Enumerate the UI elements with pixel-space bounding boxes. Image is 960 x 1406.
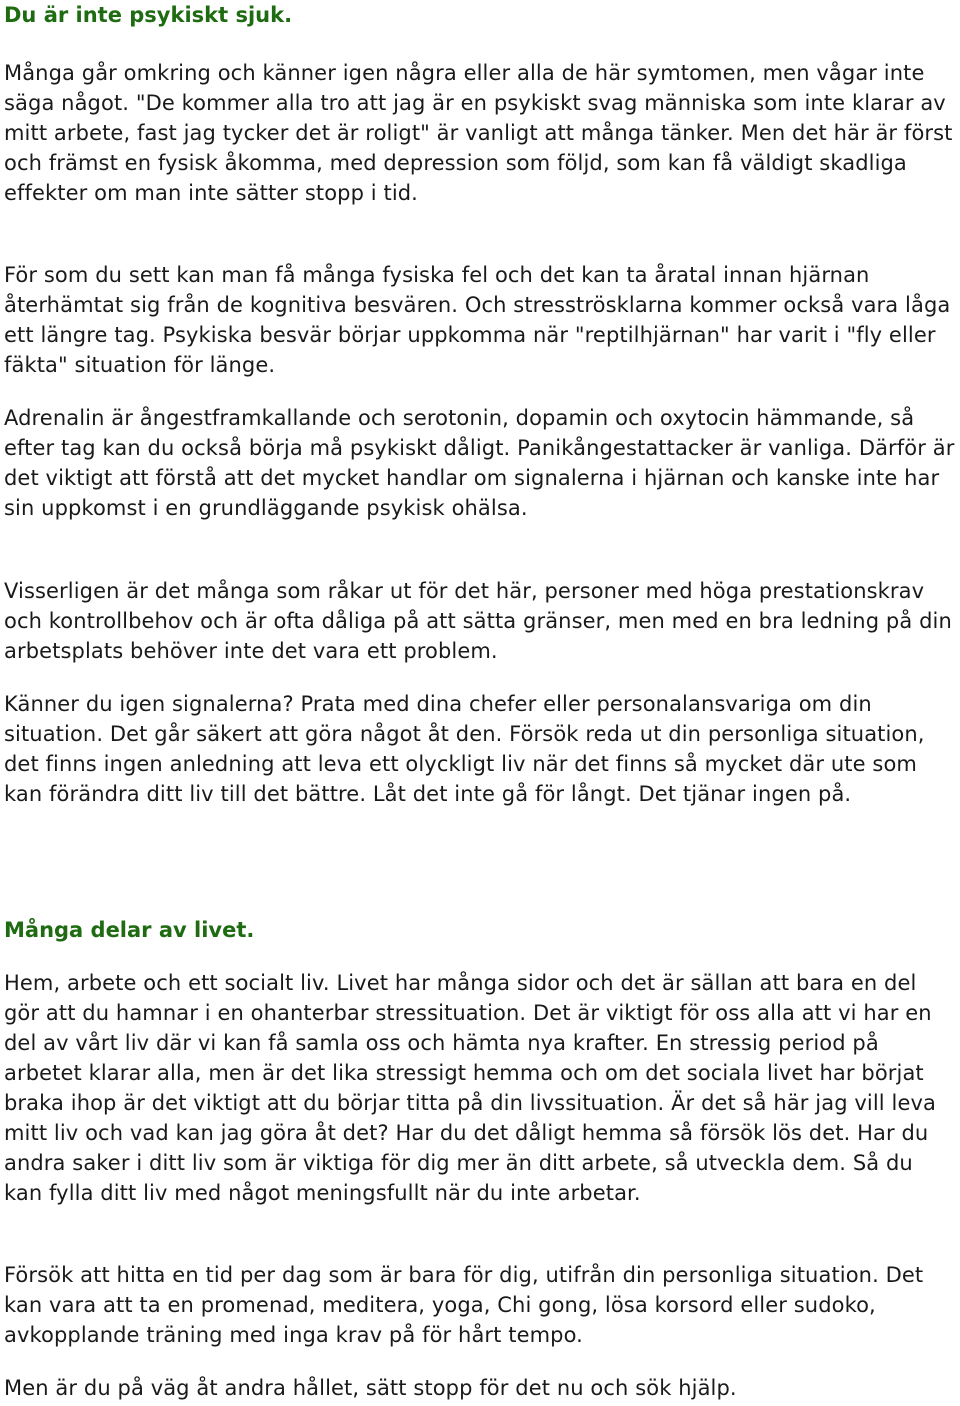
paragraph: Många går omkring och känner igen några eller alla de här symtomen, men vågar inte säga något. "De kommer alla tro att jag är en psykiskt svag människa som inte klarar av mitt arbete, fast jag tycker det är roligt" är vanligt att många tänker. Men det här är först och främst en fysisk åkomma, med depression som följd, som kan få väldigt skadliga effekter om man inte sätter stopp i tid. <box>4 61 953 205</box>
paragraph: För som du sett kan man få många fysiska fel och det kan ta åratal innan hjärnan återhämtat sig från de kognitiva besvären. Och stresströsklarna kommer också vara låga ett längre tag. Psykiska besvär börjar uppkomma när "reptilhjärnan" har varit i "fly eller fäkta" situation för länge. <box>4 263 951 377</box>
section-heading-delar-av-livet: Många delar av livet. <box>4 918 255 942</box>
section-heading-psykiskt-sjuk: Du är inte psykiskt sjuk. <box>4 3 293 27</box>
paragraph: Adrenalin är ångestframkallande och serotonin, dopamin och oxytocin hämmande, så efter tag kan du också börja må psykiskt dåligt. Panikångestattacker är vanliga. Därför är det viktigt att förstå att det mycket handlar om signalerna i hjärnan och kanske inte har sin uppkomst i en grundläggande psykisk ohälsa. <box>4 406 955 520</box>
paragraph: Försök att hitta en tid per dag som är bara för dig, utifrån din personliga situation. Det kan vara att ta en promenad, meditera, yoga, Chi gong, lösa korsord eller sudoko, avkopplande träning med inga krav på för hårt tempo. <box>4 1263 924 1347</box>
paragraph: Visserligen är det många som råkar ut för det här, personer med höga prestationskrav och kontrollbehov och är ofta dåliga på att sätta gränser, men med en bra ledning på din arbetsplats behöver inte det vara ett problem. <box>4 579 952 663</box>
paragraph: Känner du igen signalerna? Prata med dina chefer eller personalansvariga om din situation. Det går säkert att göra något åt den. Försök reda ut din personliga situation, det finns ingen anledning att leva ett olyckligt liv när det finns så mycket där ute som kan förändra ditt liv till det bättre. Låt det inte gå för långt. Det tjänar ingen på. <box>4 692 925 806</box>
paragraph: Hem, arbete och ett socialt liv. Livet har många sidor och det är sällan att bara en del gör att du hamnar i en ohanterbar stressituation. Det är viktigt för oss alla att vi har en del av vårt liv där vi kan få samla oss och hämta nya krafter. En stressig period på arbetet klarar alla, men är det lika stressigt hemma och om det sociala livet har börjat braka ihop är det viktigt att du börjar titta på din livssituation. Är det så här jag vill leva mitt liv och vad kan jag göra åt det? Har du det dåligt hemma så försök lös det. Har du andra saker i ditt liv som är viktiga för dig mer än ditt arbete, så utveckla dem. Så du kan fylla ditt liv med något meningsfullt när du inte arbetar. <box>4 971 936 1205</box>
paragraph: Men är du på väg åt andra hållet, sätt stopp för det nu och sök hjälp. <box>4 1376 737 1400</box>
